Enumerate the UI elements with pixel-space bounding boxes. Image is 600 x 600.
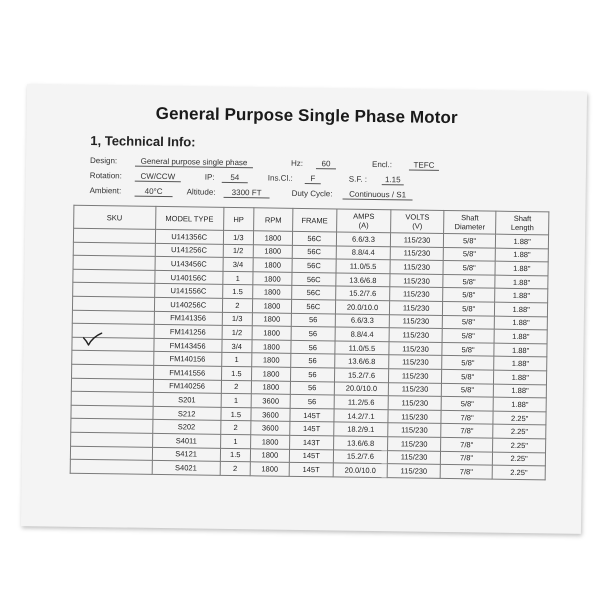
- cell-hp: 1.5: [220, 448, 250, 462]
- cell-volts: 115/230: [389, 328, 442, 342]
- cell-volts: 115/230: [390, 287, 443, 301]
- cell-amps: 11.0/5.5: [336, 259, 391, 273]
- cell-model-type: S4011: [152, 433, 220, 448]
- cell-shaft-length: 1.88": [496, 234, 549, 248]
- cell-model-type: U141556C: [154, 284, 222, 299]
- cell-frame: 145T: [290, 422, 334, 436]
- cell-sku: [73, 242, 155, 257]
- cell-frame: 56C: [292, 231, 336, 245]
- cell-shaft-diameter: 5/8": [443, 233, 496, 247]
- cell-sku: [72, 364, 154, 379]
- cell-sku: [72, 296, 154, 311]
- technical-info: [90, 153, 511, 204]
- header-shaft-diameter: [443, 210, 496, 234]
- cell-sku: [72, 351, 154, 366]
- cell-rpm: 3600: [251, 421, 290, 435]
- header-amps: [336, 209, 391, 233]
- duty-label: Duty Cycle:: [291, 188, 333, 199]
- encl-value: TEFC: [409, 160, 439, 170]
- cell-amps: 20.0/10.0: [335, 300, 390, 314]
- cell-volts: 115/230: [388, 423, 441, 437]
- design-label: Design:: [89, 155, 118, 166]
- cell-rpm: 3600: [251, 394, 290, 408]
- cell-sku: [73, 283, 155, 298]
- motor-spec-table: [70, 205, 550, 480]
- cell-model-type: FM143456: [153, 338, 221, 353]
- cell-shaft-length: 1.88": [494, 329, 547, 343]
- cell-shaft-length: 2.25": [493, 465, 546, 479]
- header-shaft-length: [496, 211, 549, 235]
- cell-volts: 115/230: [389, 369, 442, 383]
- cell-hp: 1/2: [223, 244, 253, 258]
- cell-shaft-diameter: 7/8": [440, 465, 493, 479]
- cell-shaft-length: 1.88": [494, 370, 547, 384]
- cell-volts: 115/230: [388, 464, 441, 478]
- cell-volts: 115/230: [389, 341, 442, 355]
- cell-sku: [73, 228, 155, 243]
- design-value: General purpose single phase: [135, 156, 253, 168]
- cell-amps: 15.2/7.6: [333, 449, 388, 463]
- ambient-value: 40°C: [135, 186, 173, 197]
- rotation-label: Rotation:: [89, 170, 122, 181]
- cell-shaft-length: 1.88": [495, 302, 548, 316]
- cell-rpm: 1800: [251, 367, 290, 381]
- cell-volts: 115/230: [390, 301, 443, 315]
- cell-volts: 115/230: [388, 396, 441, 410]
- cell-amps: 8.8/4.4: [336, 246, 391, 260]
- cell-rpm: 1800: [252, 299, 291, 313]
- cell-sku: [70, 446, 152, 461]
- ip-label: IP:: [204, 172, 215, 182]
- header-amps-line1: AMPS: [353, 211, 375, 221]
- cell-shaft-length: 1.88": [495, 316, 548, 330]
- cell-model-type: S4021: [152, 460, 220, 475]
- cell-amps: 15.2/7.6: [335, 286, 390, 300]
- cell-shaft-length: 2.25": [493, 424, 546, 438]
- cell-rpm: 1800: [253, 258, 292, 272]
- cell-model-type: U141256C: [155, 243, 223, 258]
- cell-amps: 18.2/9.1: [333, 422, 388, 436]
- cell-volts: 115/230: [388, 437, 441, 451]
- cell-model-type: S201: [153, 393, 221, 408]
- cell-volts: 115/230: [391, 233, 444, 247]
- header-model-type: MODEL TYPE: [155, 206, 223, 230]
- cell-shaft-diameter: 5/8": [442, 329, 495, 343]
- cell-hp: 3/4: [223, 258, 253, 272]
- inscl-value: F: [305, 173, 321, 183]
- cell-volts: 115/230: [390, 273, 443, 287]
- cell-amps: 6.6/3.3: [336, 232, 391, 246]
- header-frame: FRAME: [293, 208, 337, 232]
- header-hp: HP: [223, 207, 253, 230]
- duty-value: Continuous / S1: [343, 189, 413, 200]
- cell-sku: [71, 378, 153, 393]
- header-shaft-diameter-line2: Diameter: [454, 222, 486, 232]
- cell-rpm: 1800: [253, 231, 292, 245]
- cell-shaft-length: 1.88": [494, 357, 547, 371]
- cell-amps: 6.6/3.3: [335, 313, 390, 327]
- cell-shaft-diameter: 7/8": [441, 410, 494, 424]
- cell-amps: 20.0/10.0: [333, 463, 388, 477]
- encl-label: Encl.:: [371, 159, 393, 170]
- cell-shaft-diameter: 5/8": [441, 369, 494, 383]
- cell-frame: 56: [291, 367, 335, 381]
- cell-shaft-diameter: 7/8": [440, 451, 493, 465]
- header-shaft-diameter-line1: Shaft: [461, 213, 479, 223]
- cell-model-type: S212: [153, 406, 221, 421]
- cell-shaft-length: 1.88": [493, 397, 546, 411]
- cell-hp: 2: [220, 421, 250, 435]
- cell-model-type: FM141256: [154, 325, 222, 340]
- cell-frame: 56: [290, 394, 334, 408]
- cell-frame: 56C: [292, 286, 336, 300]
- cell-shaft-length: 1.88": [494, 384, 547, 398]
- cell-volts: 115/230: [388, 409, 441, 423]
- cell-amps: 14.2/7.1: [334, 409, 389, 423]
- cell-rpm: 1800: [253, 244, 292, 258]
- cell-rpm: 1800: [250, 435, 289, 449]
- cell-sku: [73, 269, 155, 284]
- cell-shaft-length: 2.25": [493, 452, 546, 466]
- cell-hp: 1/3: [222, 312, 252, 326]
- cell-sku: [71, 391, 153, 406]
- cell-hp: 2: [220, 461, 250, 475]
- cell-hp: 1.5: [221, 366, 251, 380]
- cell-sku: [70, 459, 152, 474]
- rotation-value: CW/CCW: [135, 171, 181, 182]
- cell-shaft-length: 1.88": [495, 289, 548, 303]
- cell-hp: 1: [221, 353, 251, 367]
- cell-model-type: S4121: [152, 447, 220, 462]
- cell-hp: 1: [221, 393, 251, 407]
- cell-rpm: 1800: [250, 448, 289, 462]
- header-rpm: RPM: [254, 208, 293, 232]
- cell-rpm: 1800: [253, 272, 292, 286]
- cell-shaft-length: 1.88": [496, 248, 549, 262]
- cell-shaft-diameter: 5/8": [441, 383, 494, 397]
- cell-frame: 56C: [292, 245, 336, 259]
- cell-shaft-length: 1.88": [494, 343, 547, 357]
- header-volts: [391, 210, 444, 234]
- altitude-label: Altitude:: [186, 187, 216, 197]
- checkmark-icon: [81, 331, 103, 347]
- cell-hp: 1.5: [221, 407, 251, 421]
- cell-sku: [71, 432, 153, 447]
- cell-hp: 1/2: [222, 326, 252, 340]
- cell-amps: 11.2/5.6: [334, 395, 389, 409]
- header-shaft-length-line2: Length: [510, 222, 534, 233]
- ambient-label: Ambient:: [89, 185, 122, 196]
- cell-hp: 1/3: [223, 230, 253, 244]
- cell-shaft-length: 1.88": [495, 275, 548, 289]
- hz-label: Hz:: [290, 158, 304, 168]
- cell-hp: 2: [222, 298, 252, 312]
- cell-frame: 56: [291, 340, 335, 354]
- spec-sheet-paper: [21, 84, 587, 534]
- cell-frame: 145T: [289, 449, 333, 463]
- table-body: [70, 228, 548, 479]
- cell-volts: 115/230: [388, 450, 441, 464]
- cell-amps: 13.6/6.8: [334, 354, 389, 368]
- cell-shaft-diameter: 7/8": [441, 424, 494, 438]
- cell-model-type: FM140156: [153, 352, 221, 367]
- cell-amps: 8.8/4.4: [335, 327, 390, 341]
- cell-shaft-diameter: 5/8": [441, 397, 494, 411]
- cell-shaft-length: 1.88": [495, 261, 548, 275]
- cell-amps: 13.6/6.8: [333, 436, 388, 450]
- cell-frame: 145T: [290, 408, 334, 422]
- cell-rpm: 1800: [252, 326, 291, 340]
- header-sku: SKU: [74, 205, 156, 229]
- cell-model-type: FM141356: [154, 311, 222, 326]
- cell-amps: 13.6/6.8: [335, 273, 390, 287]
- cell-shaft-length: 2.25": [493, 411, 546, 425]
- cell-frame: 56: [290, 381, 334, 395]
- cell-amps: 15.2/7.6: [334, 368, 389, 382]
- header-volts-line1: VOLTS: [405, 212, 430, 222]
- cell-shaft-diameter: 5/8": [443, 261, 496, 275]
- cell-frame: 56: [291, 313, 335, 327]
- cell-rpm: 1800: [252, 353, 291, 367]
- cell-frame: 145T: [289, 462, 333, 476]
- header-volts-line2: (V): [412, 221, 423, 231]
- cell-shaft-diameter: 5/8": [442, 315, 495, 329]
- cell-rpm: 1800: [250, 462, 289, 476]
- cell-shaft-diameter: 5/8": [442, 301, 495, 315]
- section-heading: 1, Technical Info:: [90, 133, 196, 150]
- cell-volts: 115/230: [389, 355, 442, 369]
- cell-model-type: U143456C: [155, 257, 223, 272]
- cell-model-type: FM141556: [153, 365, 221, 380]
- cell-frame: 56C: [292, 272, 336, 286]
- cell-hp: 3/4: [222, 339, 252, 353]
- cell-sku: [71, 405, 153, 420]
- cell-model-type: U141356C: [155, 229, 223, 244]
- cell-shaft-diameter: 5/8": [442, 356, 495, 370]
- cell-rpm: 1800: [252, 312, 291, 326]
- inscl-label: Ins.Cl.:: [267, 173, 293, 183]
- altitude-value: 3300 FT: [224, 187, 270, 198]
- document-title: General Purpose Single Phase Motor: [155, 103, 458, 128]
- cell-shaft-diameter: 5/8": [442, 288, 495, 302]
- cell-hp: 1: [220, 434, 250, 448]
- cell-shaft-diameter: 5/8": [442, 342, 495, 356]
- sf-label: S.F. :: [348, 174, 368, 184]
- sf-value: 1.15: [382, 175, 404, 185]
- cell-model-type: FM140256: [153, 379, 221, 394]
- cell-frame: 56C: [291, 299, 335, 313]
- cell-rpm: 1800: [251, 380, 290, 394]
- cell-shaft-diameter: 5/8": [443, 274, 496, 288]
- cell-hp: 2: [221, 380, 251, 394]
- cell-sku: [71, 419, 153, 434]
- cell-shaft-diameter: 5/8": [443, 247, 496, 261]
- header-amps-line2: (A): [358, 220, 369, 230]
- ip-value: 54: [222, 172, 248, 182]
- cell-model-type: S202: [152, 420, 220, 435]
- cell-frame: 56C: [292, 259, 336, 273]
- cell-hp: 1: [223, 271, 253, 285]
- cell-shaft-length: 2.25": [493, 438, 546, 452]
- cell-hp: 1.5: [222, 285, 252, 299]
- cell-volts: 115/230: [390, 314, 443, 328]
- cell-volts: 115/230: [390, 260, 443, 274]
- cell-volts: 115/230: [389, 382, 442, 396]
- cell-sku: [72, 310, 154, 325]
- cell-rpm: 3600: [251, 407, 290, 421]
- cell-model-type: U140256C: [154, 297, 222, 312]
- cell-frame: 56: [291, 354, 335, 368]
- cell-sku: [73, 255, 155, 270]
- cell-rpm: 1800: [252, 340, 291, 354]
- cell-volts: 115/230: [391, 246, 444, 260]
- hz-value: 60: [316, 159, 336, 169]
- header-shaft-length-line1: Shaft: [513, 213, 532, 224]
- cell-rpm: 1800: [253, 285, 292, 299]
- cell-amps: 11.0/5.5: [334, 341, 389, 355]
- cell-shaft-diameter: 7/8": [440, 437, 493, 451]
- cell-frame: 143T: [290, 435, 334, 449]
- cell-model-type: U140156C: [154, 270, 222, 285]
- cell-frame: 56: [291, 326, 335, 340]
- cell-amps: 20.0/10.0: [334, 381, 389, 395]
